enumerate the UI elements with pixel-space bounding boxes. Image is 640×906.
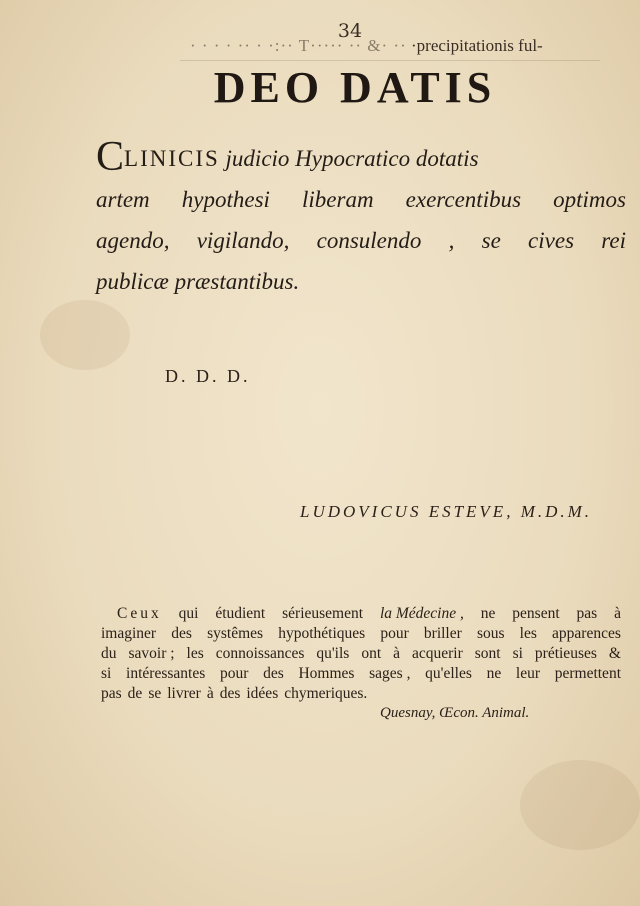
word: des <box>219 685 241 702</box>
word: intéressantes <box>126 665 206 682</box>
author-signature: LUDOVICUS ESTEVE, M.D.M. <box>300 502 593 521</box>
word: systêmes <box>207 625 264 642</box>
word: artem <box>96 187 150 212</box>
dedication-line-4: publicæ præstantibus. <box>96 269 300 294</box>
word-italic: la Médecine , <box>379 605 464 622</box>
word: pour <box>380 625 409 642</box>
word: se <box>481 228 501 253</box>
bleed-through-left: · · · · ·· · ·:·· T····· ·· &· ·· <box>190 36 407 55</box>
word: agendo, <box>96 228 170 253</box>
dedication-heading: DEO DATIS <box>213 63 497 112</box>
quote-line-3 <box>101 644 621 664</box>
word: cives <box>528 228 575 253</box>
word: sérieusement <box>282 605 364 622</box>
word: des <box>263 665 284 682</box>
dedication-line-1 <box>96 134 626 180</box>
lead-word: Ceux <box>117 605 162 622</box>
dedication-line-2 <box>96 179 626 220</box>
word: sont <box>474 645 501 662</box>
word: sous <box>476 625 505 642</box>
word: acquerir <box>411 645 463 662</box>
word: vigilando, <box>196 228 290 253</box>
ddd-formula: D. D. D. <box>165 366 251 386</box>
header-rule <box>180 60 600 61</box>
word: hypothesi <box>181 187 270 212</box>
quote-line-4 <box>101 664 621 684</box>
word: à <box>614 605 621 622</box>
word: se <box>148 685 162 702</box>
paper-stain <box>520 760 640 850</box>
word: , <box>448 228 455 253</box>
quote-attribution: Quesnay, Œcon. Animal. <box>380 705 530 721</box>
quote-line-1 <box>101 604 621 624</box>
word: à <box>206 685 214 702</box>
word: qu'elles <box>425 665 472 682</box>
word: Hommes <box>298 665 355 682</box>
word: pour <box>219 665 249 682</box>
word: prétieuses <box>534 645 597 662</box>
word: ne <box>486 665 502 682</box>
word: ne <box>480 605 496 622</box>
word: & <box>608 645 621 662</box>
word: pas <box>576 605 598 622</box>
word: de <box>127 685 143 702</box>
bleed-through-right: ·precipitationis ful- <box>411 36 543 55</box>
word: les <box>186 645 204 662</box>
epigraph-quote <box>101 604 621 704</box>
word: consulendo <box>316 228 422 253</box>
word: pas <box>101 685 122 702</box>
word: liberam <box>302 187 374 212</box>
word: idées <box>246 685 279 702</box>
word: qui <box>178 605 199 622</box>
word: si <box>101 665 112 682</box>
word: leur <box>515 665 541 682</box>
word: optimos <box>553 187 626 212</box>
word: sages , <box>369 665 411 682</box>
quote-line-5 <box>101 684 621 704</box>
paper-stain <box>40 300 130 370</box>
word: rei <box>601 228 626 253</box>
word: savoir ; <box>128 645 175 662</box>
word: si <box>512 645 523 662</box>
word: imaginer <box>101 625 157 642</box>
bleed-through-text <box>190 30 610 56</box>
word: ont <box>361 645 382 662</box>
word: briller <box>423 625 462 642</box>
dedication-text <box>96 134 626 302</box>
quote-line-2 <box>101 624 621 644</box>
word: des <box>171 625 192 642</box>
drop-initial: C <box>96 134 125 180</box>
page-number: 34 <box>337 20 363 42</box>
dedication-line-3 <box>96 220 626 261</box>
word: les <box>519 625 537 642</box>
word: exercentibus <box>405 187 522 212</box>
word: étudient <box>215 605 266 622</box>
first-word-rest: LINICIS <box>124 146 220 171</box>
word: chymeriques. <box>284 685 368 702</box>
word: livrer <box>167 685 201 702</box>
word: du <box>101 645 117 662</box>
word: pensent <box>512 605 560 622</box>
word: qu'ils <box>316 645 350 662</box>
word: apparences <box>552 625 621 642</box>
word: hypothétiques <box>278 625 366 642</box>
line1-rest: judicio Hypocratico dotatis <box>225 146 479 171</box>
word: connoissances <box>215 645 305 662</box>
word: permettent <box>554 665 621 682</box>
word: à <box>393 645 400 662</box>
